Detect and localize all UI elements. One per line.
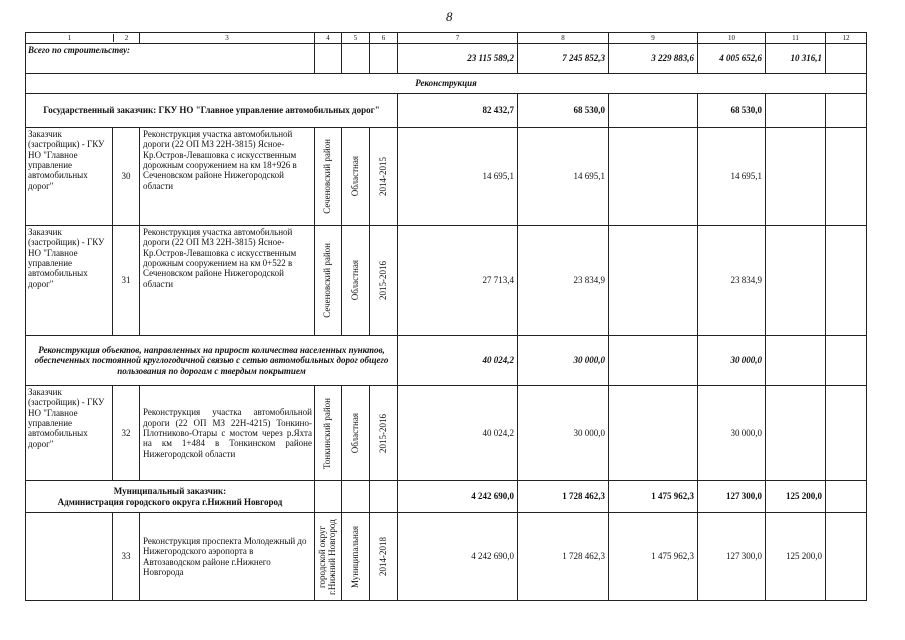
value-c11 [766,226,826,336]
subsection-c11 [766,336,826,386]
value-c10: 14 695,1 [698,128,766,226]
gku-c9 [609,94,698,128]
value-c8: 14 695,1 [518,128,609,226]
subsection-c12 [826,336,867,386]
value-c7: 40 024,2 [398,386,518,481]
table-row [26,386,867,481]
value-c7: 4 242 690,0 [398,513,518,601]
value-c12 [826,128,867,226]
section-row [26,74,867,94]
value-c12 [826,226,867,336]
value-c8: 1 728 462,3 [518,513,609,601]
column-number-row [26,33,867,44]
row-number: 30 [113,128,140,226]
col-header-9: 9 [609,33,698,44]
municipal-label-line1: Муниципальный заказчик: [113,486,227,497]
value-c10: 23 834,9 [698,226,766,336]
subsection-label: Реконструкция объектов, направленных на прирост количества населенных пунктов, обеспеченных постоянной круглогодичной связью с сетью автомобильных дорог общего пользования по дорогам с твердым покрытием [26,336,398,386]
object-description: Реконструкция участка автомобильной дороги (22 ОП МЗ 22Н-4215) Тонкино-Плотниково-Отары с мостом через р.Яхта на км 1+484 в Тонкинском районе Нижегородской области [140,386,315,481]
district-cell: Сеченовский район [322,139,333,214]
value-c11: 125 200,0 [766,513,826,601]
col-header-8: 8 [518,33,609,44]
level-cell: Областная [349,412,360,454]
value-c9 [609,226,698,336]
period-cell: 2014-2018 [377,537,388,577]
gku-label: Государственный заказчик: ГКУ НО "Главное управление автомобильных дорог" [26,94,398,128]
gku-c7: 82 432,7 [398,94,518,128]
value-c10: 30 000,0 [698,386,766,481]
construction-table [25,32,867,601]
value-c9: 1 475 962,3 [609,513,698,601]
municipal-c9: 1 475 962,3 [609,481,698,513]
client-cell: Заказчик (застройщик) - ГКУ НО "Главное управление автомобильных дорог" [26,128,113,226]
value-c12 [826,386,867,481]
municipal-c8: 1 728 462,3 [518,481,609,513]
table-row [26,128,867,226]
gku-c10: 68 530,0 [698,94,766,128]
col-header-10: 10 [698,33,766,44]
period-cell: 2015-2016 [377,413,388,453]
row-number: 33 [113,513,140,601]
col-header-11: 11 [766,33,826,44]
subsection-c9 [609,336,698,386]
client-cell [26,513,113,601]
col-header-6: 6 [370,33,398,44]
subsection-row [26,336,867,386]
level-cell: Областная [349,260,360,301]
page-number: 8 [446,9,453,24]
district-cell: Тонкинский район [322,397,333,469]
col-header-1: 1 [26,34,114,42]
object-description: Реконструкция участка автомобильной дороги (22 ОП МЗ 22Н-3815) Ясное-Кр.Остров-Левашовка с искусственным дорожным сооружением на км 18+926 в Сеченовском районе Нижегородской области [140,128,315,226]
subsection-c8: 30 000,0 [518,336,609,386]
col-header-3: 3 [140,33,315,44]
municipal-c11: 125 200,0 [766,481,826,513]
col-header-2: 2 [124,34,129,43]
value-c8: 30 000,0 [518,386,609,481]
gku-c12 [826,94,867,128]
value-c7: 27 713,4 [398,226,518,336]
subsection-c7: 40 024,2 [398,336,518,386]
municipal-label-line2: Администрация городского округа г.Нижний Новгород [57,496,283,507]
client-cell: Заказчик (застройщик) - ГКУ НО "Главное управление автомобильных дорог" [26,386,113,481]
gku-c11 [766,94,826,128]
col-header-4: 4 [315,33,342,44]
gku-c8: 68 530,0 [518,94,609,128]
value-c9 [609,128,698,226]
subsection-c10: 30 000,0 [698,336,766,386]
col-header-5: 5 [342,33,370,44]
gku-row [26,94,867,128]
municipal-c7: 4 242 690,0 [398,481,518,513]
period-cell: 2014-2015 [377,157,388,197]
value-c12 [826,513,867,601]
table-row [26,513,867,601]
total-c12 [826,44,867,74]
row-number: 31 [113,226,140,336]
value-c8: 23 834,9 [518,226,609,336]
client-cell: Заказчик (застройщик) - ГКУ НО "Главное управление автомобильных дорог" [26,226,113,336]
object-description: Реконструкция проспекта Молодежный до Нижегородского аэропорта в Автозаводском районе г.Нижнего Новгорода [140,513,315,601]
district-cell: городской округ г.Нижний Новгород [317,518,337,595]
level-cell: Областная [349,156,360,197]
col-header-7: 7 [398,33,518,44]
section-title: Реконструкция [26,74,867,94]
total-c11: 10 316,1 [766,44,826,74]
period-cell: 2015-2016 [377,261,388,301]
total-c7: 23 115 589,2 [398,44,518,74]
row-number: 32 [113,386,140,481]
value-c11 [766,386,826,481]
col-header-12: 12 [826,33,867,44]
municipal-c10: 127 300,0 [698,481,766,513]
total-c10: 4 005 652,6 [698,44,766,74]
level-cell: Муниципальная [349,525,360,588]
district-cell: Сеченовский район [322,243,333,318]
total-c8: 7 245 852,3 [518,44,609,74]
municipal-label [26,481,315,513]
value-c11 [766,128,826,226]
municipal-row [26,481,867,513]
municipal-c12 [826,481,867,513]
value-c7: 14 695,1 [398,128,518,226]
value-c9 [609,386,698,481]
total-row [26,44,867,74]
table-row [26,226,867,336]
total-c9: 3 229 883,6 [609,44,698,74]
value-c10: 127 300,0 [698,513,766,601]
total-label: Всего по строительству: [26,44,315,74]
object-description: Реконструкция участка автомобильной дороги (22 ОП МЗ 22Н-3815) Ясное-Кр.Остров-Левашовка с искусственным дорожным сооружением на км 0+522 в Сеченовском районе Нижегородской области [140,226,315,336]
